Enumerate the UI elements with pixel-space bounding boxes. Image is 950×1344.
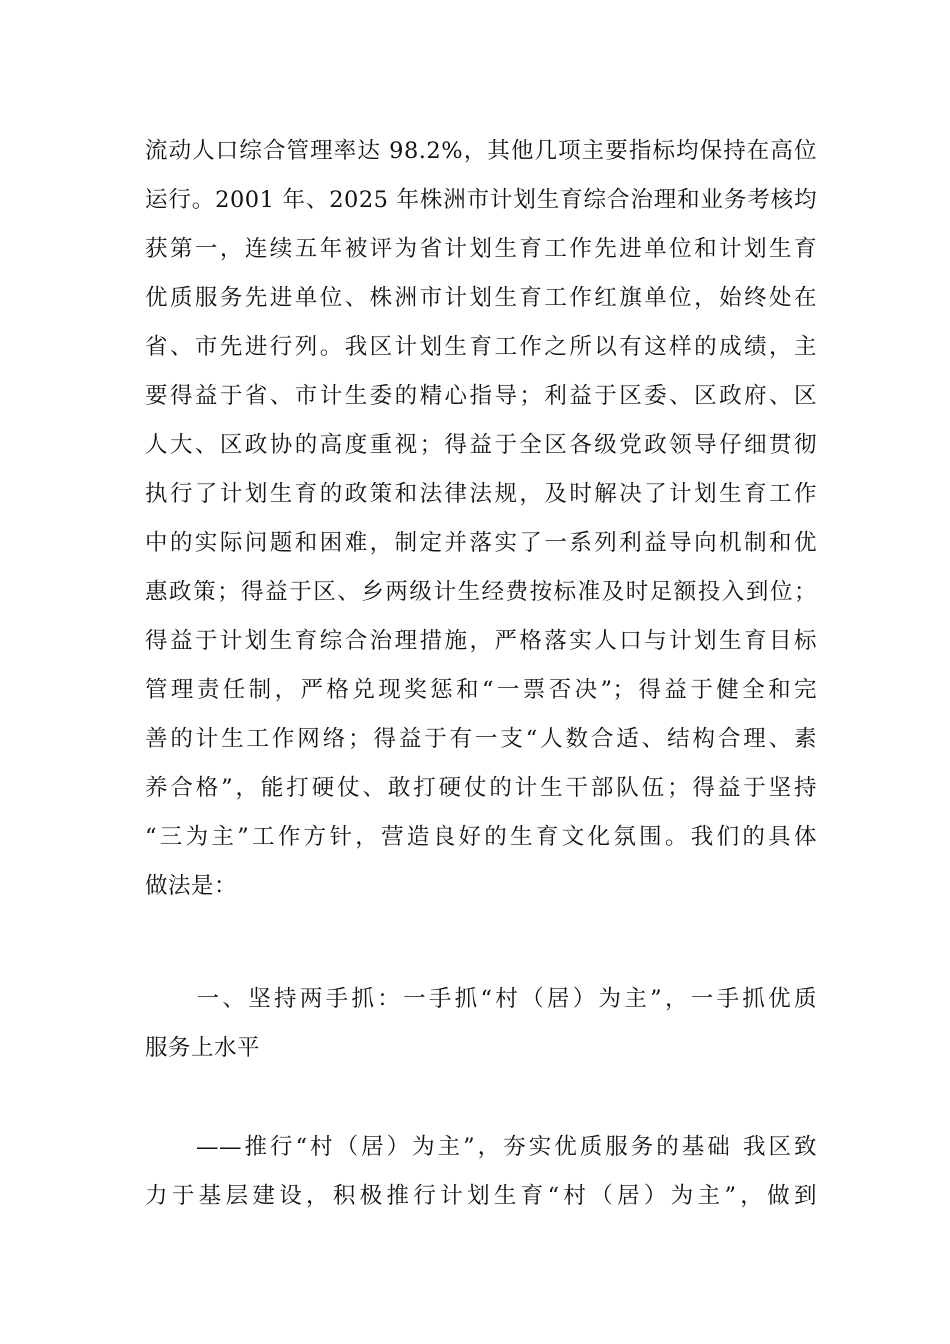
text-line: 一、坚持两手抓：一手抓“村（居）为主”，一手抓优质: [145, 986, 817, 1012]
text-line: 中的实际问题和困难，制定并落实了一系列利益导向机制和优: [145, 530, 817, 556]
section-heading-paragraph: [145, 975, 817, 1073]
body-paragraph: [145, 127, 817, 911]
text-line: 要得益于省、市计生委的精心指导；利益于区委、区政府、区: [145, 383, 817, 409]
body-paragraph: [145, 1123, 817, 1221]
text-line: 善的计生工作网络；得益于有一支“人数合适、结构合理、素: [145, 726, 817, 752]
text-line: 运行。2001 年、2025 年株洲市计划生育综合治理和业务考核均: [145, 187, 817, 213]
text-line: 做法是：: [145, 873, 238, 899]
text-line: 获第一，连续五年被评为省计划生育工作先进单位和计划生育: [145, 236, 817, 262]
text-line: 得益于计划生育综合治理措施，严格落实人口与计划生育目标: [145, 628, 817, 654]
text-line: 惠政策；得益于区、乡两级计生经费按标准及时足额投入到位；: [145, 579, 817, 605]
text-line: 流动人口综合管理率达 98.2%，其他几项主要指标均保持在高位: [145, 138, 817, 164]
text-line: 执行了计划生育的政策和法律法规，及时解决了计划生育工作: [145, 481, 817, 507]
text-line: 人大、区政协的高度重视；得益于全区各级党政领导仔细贯彻: [145, 432, 817, 458]
text-line: “三为主”工作方针，营造良好的生育文化氛围。我们的具体: [145, 824, 817, 850]
text-line: 管理责任制，严格兑现奖惩和“一票否决”；得益于健全和完: [145, 677, 817, 703]
text-line: 力于基层建设，积极推行计划生育“村（居）为主”，做到: [145, 1183, 817, 1209]
text-line: 养合格”，能打硬仗、敢打硬仗的计生干部队伍；得益于坚持: [145, 775, 817, 801]
text-line: 省、市先进行列。我区计划生育工作之所以有这样的成绩，主: [145, 334, 817, 360]
text-line: 服务上水平: [145, 1035, 261, 1061]
text-line: ——推行“村（居）为主”，夯实优质服务的基础 我区致: [145, 1134, 817, 1160]
text-line: 优质服务先进单位、株洲市计划生育工作红旗单位，始终处在: [145, 285, 817, 311]
